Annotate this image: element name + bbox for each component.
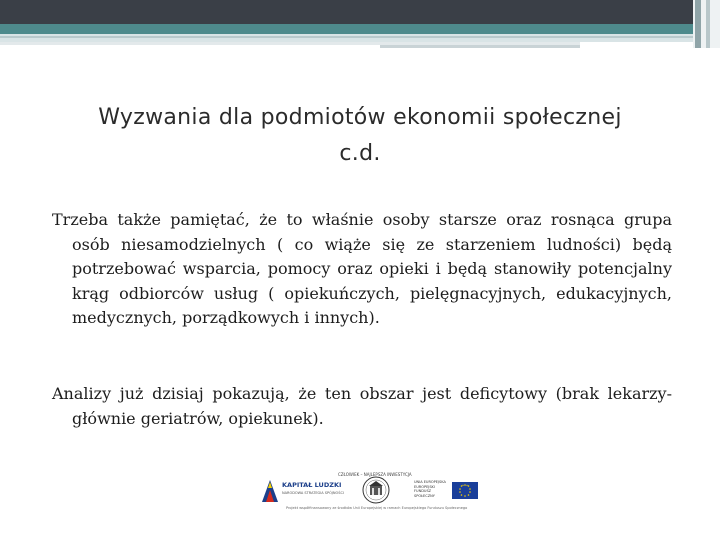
slide-title xyxy=(40,100,680,172)
slide-title-line2: c.d. xyxy=(339,141,381,166)
footer-cofinancing-text: Projekt współfinansowany ze środków Unii Europejskiej w ramach Europejskiego Funduszu Społecznego xyxy=(286,506,468,510)
eu-flag-icon xyxy=(452,482,478,499)
slide-title-line1: Wyzwania dla podmiotów ekonomii społecznej xyxy=(98,105,622,130)
header-accent-line-2 xyxy=(380,45,580,48)
institution-seal-icon xyxy=(362,476,390,504)
header-thin-line xyxy=(0,36,700,38)
kapital-ludzki-sublabel: NARODOWA STRATEGIA SPÓJNOŚCI xyxy=(282,491,344,495)
footer-header-text: CZŁOWIEK – NAJLEPSZA INWESTYCJA xyxy=(338,472,412,477)
header-corner-stripe xyxy=(695,0,701,48)
header-corner-stripe-2 xyxy=(706,0,710,48)
header-dark-band xyxy=(0,0,720,24)
footer-logo-bar xyxy=(258,470,480,514)
header-teal-band xyxy=(0,24,720,34)
kapital-ludzki-logo xyxy=(260,478,342,504)
kapital-ludzki-label: KAPITAŁ LUDZKI xyxy=(282,481,342,489)
kapital-ludzki-icon xyxy=(260,478,280,504)
eu-fund-label: UNIA EUROPEJSKA EUROPEJSKI FUNDUSZ SPOŁECZNY xyxy=(414,480,446,498)
body-paragraph-1: Trzeba także pamiętać, że to właśnie osoby starsze oraz rosnąca grupa osób niesamodzielnych ( co wiąże się ze starzeniem ludności) będą potrzebować wsparcia, pomocy oraz opieki i będą stanowiły potencjalny krąg odbiorców usług ( opiekuńczych, pielęgnacyjnych, edukacyjnych, medycznych, porządkowych i innych). xyxy=(52,210,672,328)
body-paragraph-2: Analizy już dzisiaj pokazują, że ten obszar jest deficytowy (brak lekarzy- głównie geriatrów, opiekunek). xyxy=(52,384,672,428)
